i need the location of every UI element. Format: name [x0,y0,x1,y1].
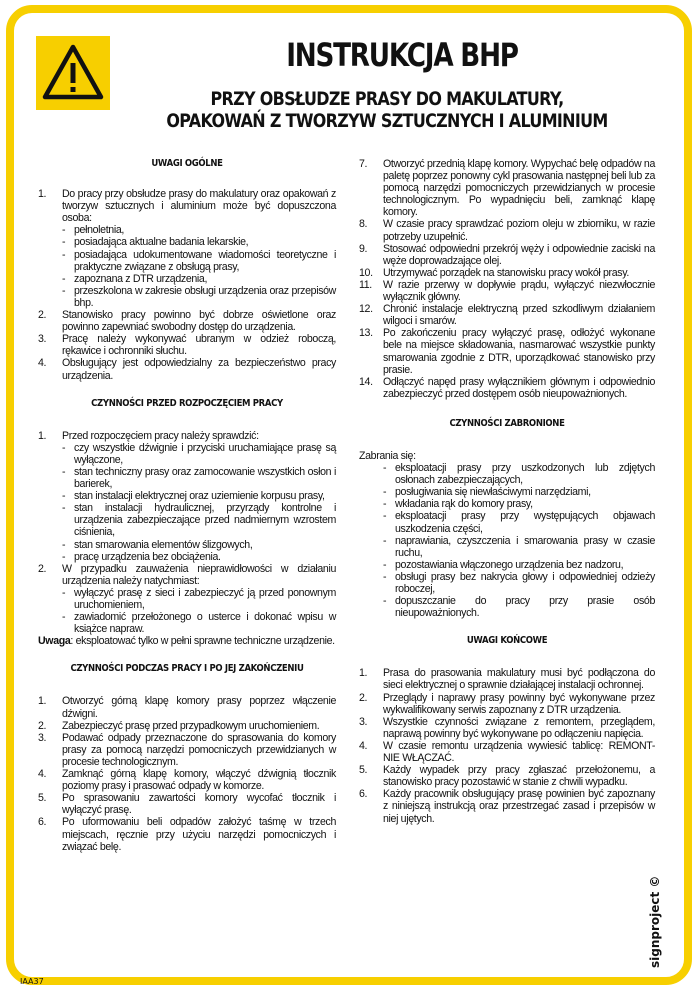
right-column [359,158,655,825]
dash-bullet: - [383,534,387,547]
section-heading: CZYNNOŚCI PRZED ROZPOCZĘCIEM PRACY [91,397,283,409]
item-text: Każdy wypadek przy pracy zgłaszać przełożonemu, a stanowisko pracy pozostawić w stanie z chwili wypadku. [383,764,655,789]
sub-item-text: stan instalacji elektrycznej oraz uziemienie korpusu prasy, [74,490,325,503]
item-text: Stanowisko pracy powinno być dobrze oświetlone oraz powinno zapewniać swobodny dostęp do urządzenia. [62,309,336,334]
note-text: : eksploatować tylko w pełni sprawne techniczne urządzenie. [70,635,335,648]
item-text: Utrzymywać porządek na stanowisku pracy wokół prasy. [383,266,629,279]
dash-bullet: - [62,586,66,599]
item-number: 5. [38,792,47,805]
sub-item [38,273,336,285]
item-text: Otworzyć górną klapę komory prasy poprzez włączenie dźwigni. [62,695,336,720]
sub-item [359,486,655,498]
sub-item [359,535,655,559]
item-text: W czasie remontu urządzenia wywiesić tablicę: REMONT- NIE WŁĄCZAĆ. [383,739,655,765]
item-text: Chronić instalacje elektryczną przed szkodliwym działaniem wilgoci i smarów. [383,303,655,328]
dash-bullet: - [62,611,66,624]
sub-item-text: posiadająca aktualne badania lekarskie, [74,236,249,249]
list-item [359,764,655,788]
item-text: Pracę należy wykonywać ubranym w odzież roboczą, rękawice i ochronniki słuchu. [62,333,336,358]
dash-bullet: - [383,595,387,608]
sub-item-text: eksploatacji prasy przy uszkodzonych lub zdjętych osłonach zabezpieczających, [395,462,655,487]
list-item [359,303,655,327]
list-item [359,667,655,691]
list-item [38,309,336,333]
sub-item-text: naprawiania, czyszczenia i smarowania prasy w czasie ruchu, [395,534,655,559]
sub-item-text: posiadająca udokumentowane wiadomości teoretyczne i praktyczne związane z obsługą prasy, [74,248,336,273]
dash-bullet: - [383,510,387,523]
dash-bullet: - [62,502,66,515]
list-item [38,357,336,381]
item-number: 2. [359,691,368,704]
sub-item-text: wkładania rąk do komory prasy, [395,498,533,511]
sub-item-text: obsługi prasy bez nakrycia głowy i odpowiedniej odzieży roboczej, [395,570,655,595]
sub-item-text: zapoznana z DTR urządzenia, [74,272,208,285]
item-number: 4. [359,739,368,752]
sub-item [359,571,655,595]
dash-bullet: - [383,486,387,499]
item-number: 2. [38,309,47,322]
warning-badge [36,36,110,110]
list-item [38,333,336,357]
dash-bullet: - [62,272,66,285]
sub-item-text: stan smarowania elementów ślizgowych, [74,538,253,551]
dash-bullet: - [62,490,66,503]
sub-item [38,224,336,236]
item-number: 13. [359,327,373,340]
page-title: INSTRUKCJA BHP [286,36,518,74]
sub-item-text: czy wszystkie dźwignie i przyciski uruchamiające prasę są wyłączone, [74,441,336,466]
note-label: Uwaga [38,635,71,648]
item-number: 1. [38,188,47,201]
note [38,635,336,647]
list-item [359,788,655,824]
sub-item [38,236,336,248]
left-column [38,158,336,853]
list-item [38,792,336,816]
dash-bullet: - [62,441,66,454]
section-heading: CZYNNOŚCI PODCZAS PRACY I PO JEJ ZAKOŃCZENIU [70,663,304,675]
dash-bullet: - [62,248,66,261]
sub-item-text: wyłączyć prasę z sieci i zabezpieczyć ją przed ponownym uruchomieniem, [74,586,336,611]
item-number: 6. [359,788,368,801]
item-number: 7. [359,158,368,170]
item-text: Po zakończeniu pracy wyłączyć prasę, odłożyć wykonane bele na miejsce składowania, nasmarować wszystkie punkty smarowania zgodnie z DTR, uporządkować stanowisko przy prasie. [383,327,655,376]
item-number: 11. [359,278,372,291]
sub-item [359,462,655,486]
sub-item [359,595,655,619]
sub-item-text: pełnoletnia, [74,224,124,237]
section-heading: CZYNNOŚCI ZABRONIONE [449,417,565,429]
item-text: W czasie pracy sprawdzać poziom oleju w zbiorniku, w razie potrzeby uzupełnić. [383,218,655,243]
sub-item [38,587,336,611]
dash-bullet: - [62,550,66,563]
brand-mark [648,875,662,970]
item-number: 1. [38,429,47,442]
item-text: W razie przerwy w dopływie prądu, wyłączyć niezwłocznie wyłącznik główny. [383,278,655,304]
sub-item-text: zawiadomić przełożonego o usterce i dokonać wpisu w książce napraw. [74,611,336,636]
list-item [359,740,655,764]
section-heading: UWAGI OGÓLNE [151,158,223,169]
item-number: 6. [38,816,47,829]
sub-item [38,285,336,309]
dash-bullet: - [383,570,387,583]
sub-item [359,498,655,510]
item-number: 4. [38,768,47,781]
item-text: Każdy pracownik obsługujący prasę powinien być zapoznany z niniejszą instrukcją oraz przestrzegać zasad i przepisów w niej ujętych. [383,788,655,825]
sub-item [38,442,336,466]
warning-triangle-icon [41,41,105,105]
list-item [359,692,655,716]
item-number: 1. [38,695,47,708]
dash-bullet: - [383,462,387,475]
dash-bullet: - [383,498,387,511]
subtitle-line-1: PRZY OBSŁUDZE PRASY DO MAKULATURY, [210,88,564,110]
item-text: Przeglądy i naprawy prasy powinny być wykonywane przez wykwalifikowany serwis zapoznany z DTR urządzenia. [383,691,655,716]
section-heading: UWAGI KOŃCOWE [466,635,548,647]
item-number: 2. [38,719,47,732]
item-number: 12. [359,303,373,316]
list-item [38,188,336,224]
item-number: 3. [38,333,47,346]
dash-bullet: - [62,236,66,249]
item-number: 8. [359,218,368,231]
dash-bullet: - [383,558,387,571]
item-text: Otworzyć przednią klapę komory. Wypychać belę odpadów na paletę poprzez ponowny cykl prasowania następnej beli lub za pomocą narzędzi pomocniczych przewidzianych w procesie technologicznym. Po wypadnięciu beli, zamknąć klapę komory. [383,158,655,219]
sub-item [38,551,336,563]
item-number: 10. [359,266,373,279]
intro-text: Zabrania się: [359,449,416,462]
item-text: Po sprasowaniu zawartości komory wycofać tłocznik i wyłączyć prasę. [62,792,336,817]
item-text: Odłączyć napęd prasy wyłącznikiem głównym i odpowiednio zabezpieczyć przed dostępem osób nieupoważnionych. [383,375,655,400]
sub-item-text: eksploatacji prasy przy występujących objawach uszkodzenia części, [395,510,655,535]
item-number: 5. [359,764,368,777]
page-subtitle [154,88,619,132]
list-item [359,158,655,218]
item-text: W przypadku zauważenia nieprawidłowości w działaniu urządzenia należy natychmiast: [62,562,336,587]
list-item [38,816,336,852]
item-number: 4. [38,357,47,370]
brand-text: signproject © [648,875,662,968]
sub-item [38,611,336,635]
item-text: Do pracy przy obsłudze prasy do makulatury oraz opakowań z tworzyw sztucznych i aluminium może być dopuszczona osoba: [62,188,336,225]
list-item [38,695,336,719]
item-text: Przed rozpoczęciem pracy należy sprawdzić: [62,429,259,442]
dash-bullet: - [62,465,66,478]
list-item [38,720,336,732]
item-number: 3. [359,715,368,728]
item-text: Zamknąć górną klapę komory, włączyć dźwignią tłocznik poziomy prasy i prasować odpady w komorze. [62,768,336,793]
sub-item-text: dopuszczanie do pracy przy prasie osób nieupoważnionych. [395,595,655,620]
sub-item [359,559,655,571]
sub-item [38,249,336,273]
sub-item [359,510,655,534]
item-text: Obsługujący jest odpowiedzialny za bezpieczeństwo pracy urządzenia. [62,357,336,382]
item-text: Po uformowaniu beli odpadów założyć taśmę w trzech miejscach, ręcznie przy użyciu narzędzi pomocniczych i związać belę. [62,816,336,853]
sub-item [38,539,336,551]
sub-item-text: przeszkolona w zakresie obsługi urządzenia oraz przepisów bhp. [74,284,336,309]
dash-bullet: - [62,224,66,237]
item-number: 2. [38,562,47,575]
dash-bullet: - [62,538,66,551]
sub-item-text: pracę urządzenia bez obciążenia. [74,550,221,563]
sub-item-text: stan instalacji hydraulicznej, przyrządy kontrolne i urządzenia zabezpieczające przed nadmiernym wzrostem ciśnienia, [74,502,336,539]
list-item [359,218,655,242]
item-text: Prasa do prasowania makulatury musi być podłączona do sieci elektrycznej o sprawnie działającej instalacji ochronnej. [383,667,655,692]
item-number: 3. [38,731,47,744]
dash-bullet: - [62,284,66,297]
list-item [38,563,336,587]
sub-item [38,490,336,502]
item-text: Podawać odpady przeznaczone do sprasowania do komory prasy za pomocą narzędzi pomocniczych przewidzianych w procesie technologicznym. [62,731,336,768]
list-item [359,376,655,400]
list-item [38,732,336,768]
item-number: 14. [359,375,373,388]
item-number: 1. [359,667,368,680]
list-item [359,716,655,740]
subtitle-line-2: OPAKOWAŃ Z TWORZYW SZTUCZNYCH I ALUMINIUM [166,110,608,132]
item-text: Stosować odpowiedni przekrój węży i odpowiednie zaciski na węże doprowadzające olej. [383,242,655,267]
item-text: Wszystkie czynności związane z remontem, przeglądem, naprawą powinny być wykonywane po odłączeniu napięcia. [383,715,655,740]
item-number: 9. [359,242,368,255]
list-item [359,279,655,303]
sub-item [38,502,336,538]
list-item [359,327,655,375]
list-item [359,267,655,279]
item-text: Zabezpieczyć prasę przed przypadkowym uruchomieniem. [62,719,320,732]
list-item [359,243,655,267]
list-item [38,430,336,442]
sub-item [38,466,336,490]
list-item [38,768,336,792]
sub-item-text: stan techniczny prasy oraz zamocowanie wszystkich osłon i barierek, [74,465,336,491]
product-code: IAA37 [20,977,44,986]
sub-item-text: pozostawiania włączonego urządzenia bez nadzoru, [395,558,624,571]
sub-item-text: posługiwania się niewłaściwymi narzędziami, [395,486,591,499]
